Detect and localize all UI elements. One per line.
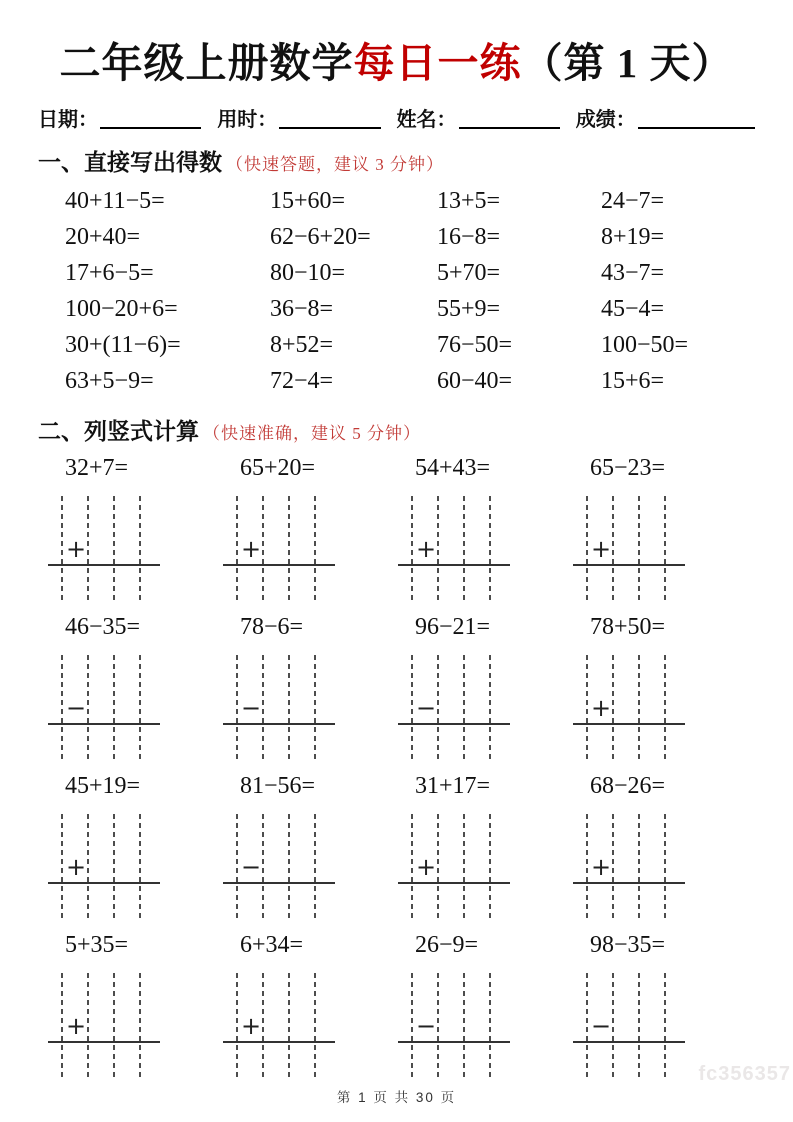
vertical-problem-label: 65+20= — [240, 455, 316, 481]
vertical-problem-cell — [215, 452, 390, 601]
vertical-problem-label: 32+7= — [65, 455, 129, 481]
date-blank-line — [100, 107, 201, 129]
vertical-problem-label: 81−56= — [240, 773, 316, 799]
dashed-column-line — [236, 814, 238, 919]
oral-problem: 100−50= — [601, 332, 689, 358]
dashed-column-line — [262, 814, 264, 919]
dashed-column-line — [87, 814, 89, 919]
vertical-calc-template — [390, 973, 524, 1078]
oral-problem: 76−50= — [437, 332, 513, 358]
page-title — [38, 30, 755, 89]
vertical-problem-cell — [215, 770, 390, 919]
dashed-column-line — [489, 973, 491, 1078]
dashed-column-line — [139, 814, 141, 919]
vertical-problem-label: 98−35= — [590, 932, 666, 958]
operator-sign: + — [241, 535, 262, 563]
dashed-column-line — [236, 496, 238, 601]
vertical-calc-template — [40, 814, 174, 919]
info-field-time — [217, 103, 396, 132]
dashed-column-line — [113, 655, 115, 760]
answer-line — [48, 882, 160, 884]
vertical-problem-label: 6+34= — [240, 932, 304, 958]
dashed-column-line — [664, 814, 666, 919]
dashed-column-line — [314, 655, 316, 760]
oral-problem: 36−8= — [270, 296, 334, 322]
vertical-calc-template — [215, 655, 349, 760]
vertical-problem-cell — [40, 770, 215, 919]
operator-sign: + — [66, 1012, 87, 1040]
dashed-column-line — [586, 973, 588, 1078]
oral-problem: 17+6−5= — [65, 260, 154, 286]
vertical-problem-cell — [40, 452, 215, 601]
oral-problem: 13+5= — [437, 188, 501, 214]
oral-problem: 72−4= — [270, 368, 334, 394]
dashed-column-line — [113, 973, 115, 1078]
dashed-column-line — [489, 814, 491, 919]
dashed-column-line — [262, 496, 264, 601]
dashed-column-line — [612, 655, 614, 760]
vertical-problem-label: 5+35= — [65, 932, 129, 958]
vertical-problem-label: 65−23= — [590, 455, 666, 481]
dashed-column-line — [411, 973, 413, 1078]
operator-sign: + — [591, 853, 612, 881]
dashed-column-line — [437, 814, 439, 919]
vertical-problem-label: 46−35= — [65, 614, 141, 640]
operator-sign: + — [241, 1012, 262, 1040]
watermark: fc356357 — [698, 1063, 791, 1085]
dashed-column-line — [139, 655, 141, 760]
dashed-column-line — [638, 973, 640, 1078]
vertical-problems-row — [38, 770, 755, 919]
dashed-column-line — [586, 496, 588, 601]
dashed-column-line — [262, 655, 264, 760]
answer-line — [48, 1041, 160, 1043]
operator-sign: − — [416, 1012, 437, 1040]
vertical-problem-label: 26−9= — [415, 932, 479, 958]
vertical-problem-cell — [565, 452, 740, 601]
dashed-column-line — [139, 973, 141, 1078]
dashed-column-line — [288, 496, 290, 601]
dashed-column-line — [411, 655, 413, 760]
vertical-problems-row — [38, 611, 755, 760]
info-field-date — [38, 103, 217, 132]
oral-problem: 43−7= — [601, 260, 665, 286]
section2-heading-text: 二、列竖式计算 — [38, 418, 199, 444]
oral-problem: 8+52= — [270, 332, 334, 358]
vertical-calc-template — [215, 814, 349, 919]
operator-sign: − — [591, 1012, 612, 1040]
oral-problem: 45−4= — [601, 296, 665, 322]
operator-sign: + — [591, 694, 612, 722]
dashed-column-line — [586, 655, 588, 760]
vertical-problem-cell — [390, 452, 565, 601]
operator-sign: − — [416, 694, 437, 722]
oral-problem: 80−10= — [270, 260, 346, 286]
oral-problem: 20+40= — [65, 224, 141, 250]
section2-heading — [38, 413, 755, 446]
oral-problem: 100−20+6= — [65, 296, 178, 322]
dashed-column-line — [638, 496, 640, 601]
dashed-column-line — [489, 655, 491, 760]
vertical-problem-cell — [40, 611, 215, 760]
vertical-calc-template — [565, 496, 699, 601]
dashed-column-line — [288, 973, 290, 1078]
oral-problem: 30+(11−6)= — [65, 332, 181, 358]
answer-line — [223, 1041, 335, 1043]
dashed-column-line — [612, 973, 614, 1078]
name-blank-line — [459, 107, 560, 129]
vertical-calc-template — [215, 973, 349, 1078]
info-field-name — [397, 103, 576, 132]
vertical-problem-cell — [390, 770, 565, 919]
dashed-column-line — [113, 496, 115, 601]
dashed-column-line — [314, 973, 316, 1078]
dashed-column-line — [664, 973, 666, 1078]
dashed-column-line — [437, 973, 439, 1078]
vertical-calc-template — [40, 655, 174, 760]
answer-line — [398, 882, 510, 884]
dashed-column-line — [463, 814, 465, 919]
vertical-problems-row — [38, 929, 755, 1078]
dashed-column-line — [638, 814, 640, 919]
dashed-column-line — [638, 655, 640, 760]
dashed-column-line — [87, 655, 89, 760]
vertical-problem-cell — [390, 929, 565, 1078]
dashed-column-line — [87, 496, 89, 601]
vertical-calc-template — [40, 496, 174, 601]
dashed-column-line — [612, 496, 614, 601]
dashed-column-line — [463, 655, 465, 760]
dashed-column-line — [61, 496, 63, 601]
section1-heading — [38, 144, 755, 177]
vertical-problem-label: 96−21= — [415, 614, 491, 640]
answer-line — [573, 723, 685, 725]
name-label: 姓名： — [396, 109, 457, 131]
dashed-column-line — [113, 814, 115, 919]
score-label: 成绩： — [575, 109, 636, 131]
vertical-problem-cell — [565, 611, 740, 760]
dashed-column-line — [61, 655, 63, 760]
vertical-problem-cell — [565, 929, 740, 1078]
operator-sign: − — [241, 694, 262, 722]
dashed-column-line — [314, 814, 316, 919]
oral-problem: 24−7= — [601, 188, 665, 214]
answer-line — [573, 564, 685, 566]
operator-sign: + — [416, 853, 437, 881]
dashed-column-line — [236, 973, 238, 1078]
section2-note: （快速准确，建议 5 分钟） — [203, 424, 421, 443]
vertical-calc-template — [565, 814, 699, 919]
dashed-column-line — [463, 973, 465, 1078]
vertical-problem-label: 68−26= — [590, 773, 666, 799]
info-line — [38, 103, 755, 132]
vertical-problem-cell — [215, 929, 390, 1078]
dashed-column-line — [664, 496, 666, 601]
oral-problem: 62−6+20= — [270, 224, 371, 250]
operator-sign: − — [241, 853, 262, 881]
vertical-calc-template — [565, 973, 699, 1078]
score-blank-line — [638, 107, 755, 129]
dashed-column-line — [586, 814, 588, 919]
answer-line — [223, 564, 335, 566]
dashed-column-line — [288, 814, 290, 919]
answer-line — [48, 723, 160, 725]
answer-line — [223, 882, 335, 884]
dashed-column-line — [411, 496, 413, 601]
answer-line — [398, 564, 510, 566]
dashed-column-line — [411, 814, 413, 919]
answer-line — [48, 564, 160, 566]
answer-line — [223, 723, 335, 725]
vertical-problem-label: 54+43= — [415, 455, 491, 481]
answer-line — [573, 882, 685, 884]
time-label: 用时： — [217, 109, 278, 131]
dashed-column-line — [489, 496, 491, 601]
operator-sign: + — [66, 535, 87, 563]
answer-line — [573, 1041, 685, 1043]
vertical-calc-template — [40, 973, 174, 1078]
vertical-calc-template — [390, 496, 524, 601]
title-part1: 二年级上册数学 — [59, 40, 354, 86]
dashed-column-line — [612, 814, 614, 919]
title-accent: 每日一练 — [353, 40, 522, 86]
operator-sign: + — [591, 535, 612, 563]
oral-problem: 15+6= — [601, 368, 665, 394]
operator-sign: + — [416, 535, 437, 563]
dashed-column-line — [437, 655, 439, 760]
dashed-column-line — [236, 655, 238, 760]
vertical-problem-cell — [40, 929, 215, 1078]
title-part2: （第 1 天） — [521, 40, 734, 86]
vertical-problem-cell — [390, 611, 565, 760]
vertical-problems-row — [38, 452, 755, 601]
vertical-problem-cell — [565, 770, 740, 919]
vertical-problem-label: 78+50= — [590, 614, 666, 640]
answer-line — [398, 723, 510, 725]
vertical-calc-template — [390, 655, 524, 760]
page-footer: 第 1 页 共 30 页 — [336, 1090, 457, 1105]
dashed-column-line — [664, 655, 666, 760]
oral-problem: 5+70= — [437, 260, 501, 286]
vertical-problem-label: 31+17= — [415, 773, 491, 799]
answer-line — [398, 1041, 510, 1043]
oral-problem: 8+19= — [601, 224, 665, 250]
oral-problem: 55+9= — [437, 296, 501, 322]
vertical-problem-label: 45+19= — [65, 773, 141, 799]
dashed-column-line — [463, 496, 465, 601]
oral-problem: 16−8= — [437, 224, 501, 250]
vertical-calc-template — [565, 655, 699, 760]
dashed-column-line — [437, 496, 439, 601]
dashed-column-line — [87, 973, 89, 1078]
oral-problem: 40+11−5= — [65, 188, 165, 214]
section1-heading-text: 一、直接写出得数 — [38, 149, 222, 175]
section1-note: （快速答题，建议 3 分钟） — [226, 155, 444, 174]
vertical-calc-template — [390, 814, 524, 919]
dashed-column-line — [262, 973, 264, 1078]
oral-problems-grid — [38, 183, 755, 399]
oral-problem: 60−40= — [437, 368, 513, 394]
date-label: 日期： — [38, 109, 98, 131]
oral-problem: 63+5−9= — [65, 368, 154, 394]
dashed-column-line — [288, 655, 290, 760]
info-field-score — [576, 103, 755, 132]
time-blank-line — [279, 107, 380, 129]
dashed-column-line — [61, 814, 63, 919]
vertical-calc-template — [215, 496, 349, 601]
dashed-column-line — [139, 496, 141, 601]
vertical-problem-label: 78−6= — [240, 614, 304, 640]
dashed-column-line — [61, 973, 63, 1078]
operator-sign: + — [66, 853, 87, 881]
dashed-column-line — [314, 496, 316, 601]
operator-sign: − — [66, 694, 87, 722]
oral-problem: 15+60= — [270, 188, 346, 214]
vertical-problem-cell — [215, 611, 390, 760]
